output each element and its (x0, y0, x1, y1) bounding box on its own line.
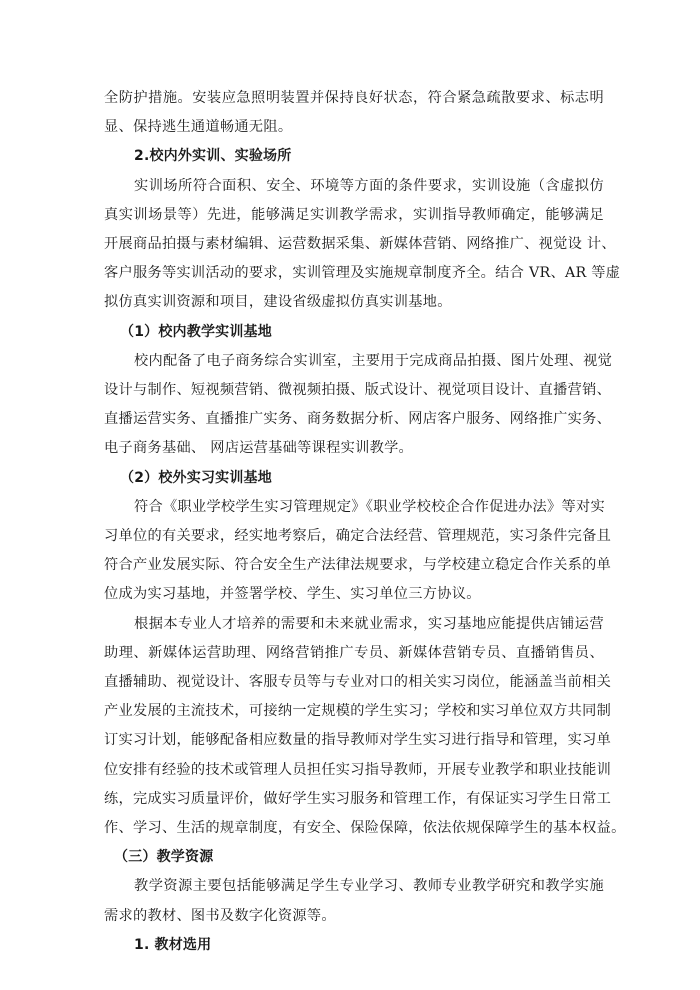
body-text-line: 校内配备了电子商务综合实训室，主要用于完成商品拍摄、图片处理、视觉 (134, 352, 613, 369)
body-text-line: 符合产业发展实际、符合安全生产法律法规要求，与学校建立稳定合作关系的单 (104, 557, 612, 574)
body-text-line: 习单位的有关要求，经实地考察后，确定合法经营、管理规范，实习条件完备且 (104, 528, 612, 544)
body-text-line: 需求的教材、图书及数字化资源等。 (104, 907, 336, 924)
body-text-line: 拟仿真实训资源和项目，建设省级虚拟仿真实训基地。 (104, 294, 452, 311)
body-text-line: 教学资源主要包括能够满足学生专业学习、教师专业教学研究和教学实施 (134, 878, 604, 895)
body-text-line: 全防护措施。安装应急照明装置并保持良好状态，符合紧急疏散要求、标志明 (104, 90, 604, 106)
body-text-line: 作、学习、生活的规章制度，有安全、保险保障，依法依规保障学生的基本权益。 (104, 820, 626, 836)
body-text-line: 订实习计划，能够配备相应数量的指导教师对学生实习进行指导和管理，实习单 (104, 732, 612, 749)
body-text-line: 设计与制作、短视频营销、微视频拍摄、版式设计、视觉项目设计、直播营销、 (104, 382, 612, 398)
section-heading: 1. 教材选用 (134, 936, 212, 953)
body-text-line: 真实训场景等）先进，能够满足实训教学需求，实训指导教师确定，能够满足 (104, 206, 604, 223)
body-text-line: 产业发展的主流技术，可接纳一定规模的学生实习；学校和实习单位双方共同制 (104, 703, 612, 720)
body-text-line: 直播辅助、视觉设计、客服专员等与专业对口的相关实习岗位，能涵盖当前相关 (104, 674, 612, 690)
section-heading: （三）教学资源 (114, 849, 214, 866)
body-text-line: 直播运营实务、直播推广实务、商务数据分析、网店客户服务、网络推广实务、 (104, 411, 612, 428)
body-text-line: 位安排有经验的技术或管理人员担任实习指导教师，开展专业教学和职业技能训 (104, 761, 612, 778)
body-text-line: 客户服务等实训活动的要求，实训管理及实施规章制度齐全。结合 VR、AR 等虚 (104, 265, 621, 282)
body-text-line: 电子商务基础、 网店运营基础等课程实训教学。 (104, 440, 414, 457)
body-text-line: 开展商品拍摄与素材编辑、运营数据采集、新媒体营销、网络推广、视觉设 计、 (104, 236, 616, 252)
body-text-line: 位成为实习基地，并签署学校、学生、实习单位三方协议。 (104, 586, 481, 603)
subsection-heading: （1）校内教学实训基地 (120, 323, 272, 340)
body-text-line: 根据本专业人才培养的需要和未来就业需求，实习基地应能提供店铺运营 (134, 615, 604, 632)
body-text-line: 助理、新媒体运营助理、网络营销推广专员、新媒体营销专员、直播销售员、 (104, 644, 604, 661)
section-heading: 2.校内外实训、实验场所 (134, 148, 292, 165)
body-text-line: 练，完成实习质量评价，做好学生实习服务和管理工作，有保证实习学生日常工 (104, 790, 612, 807)
subsection-heading: （2）校外实习实训基地 (120, 469, 272, 486)
body-text-line: 符合《职业学校学生实习管理规定》《职业学校校企合作促进办法》等对实 (134, 498, 605, 515)
body-text-line: 显、保持逃生通道畅通无阻。 (104, 119, 293, 136)
body-text-line: 实训场所符合面积、安全、环境等方面的条件要求，实训设施（含虚拟仿 (134, 177, 604, 194)
